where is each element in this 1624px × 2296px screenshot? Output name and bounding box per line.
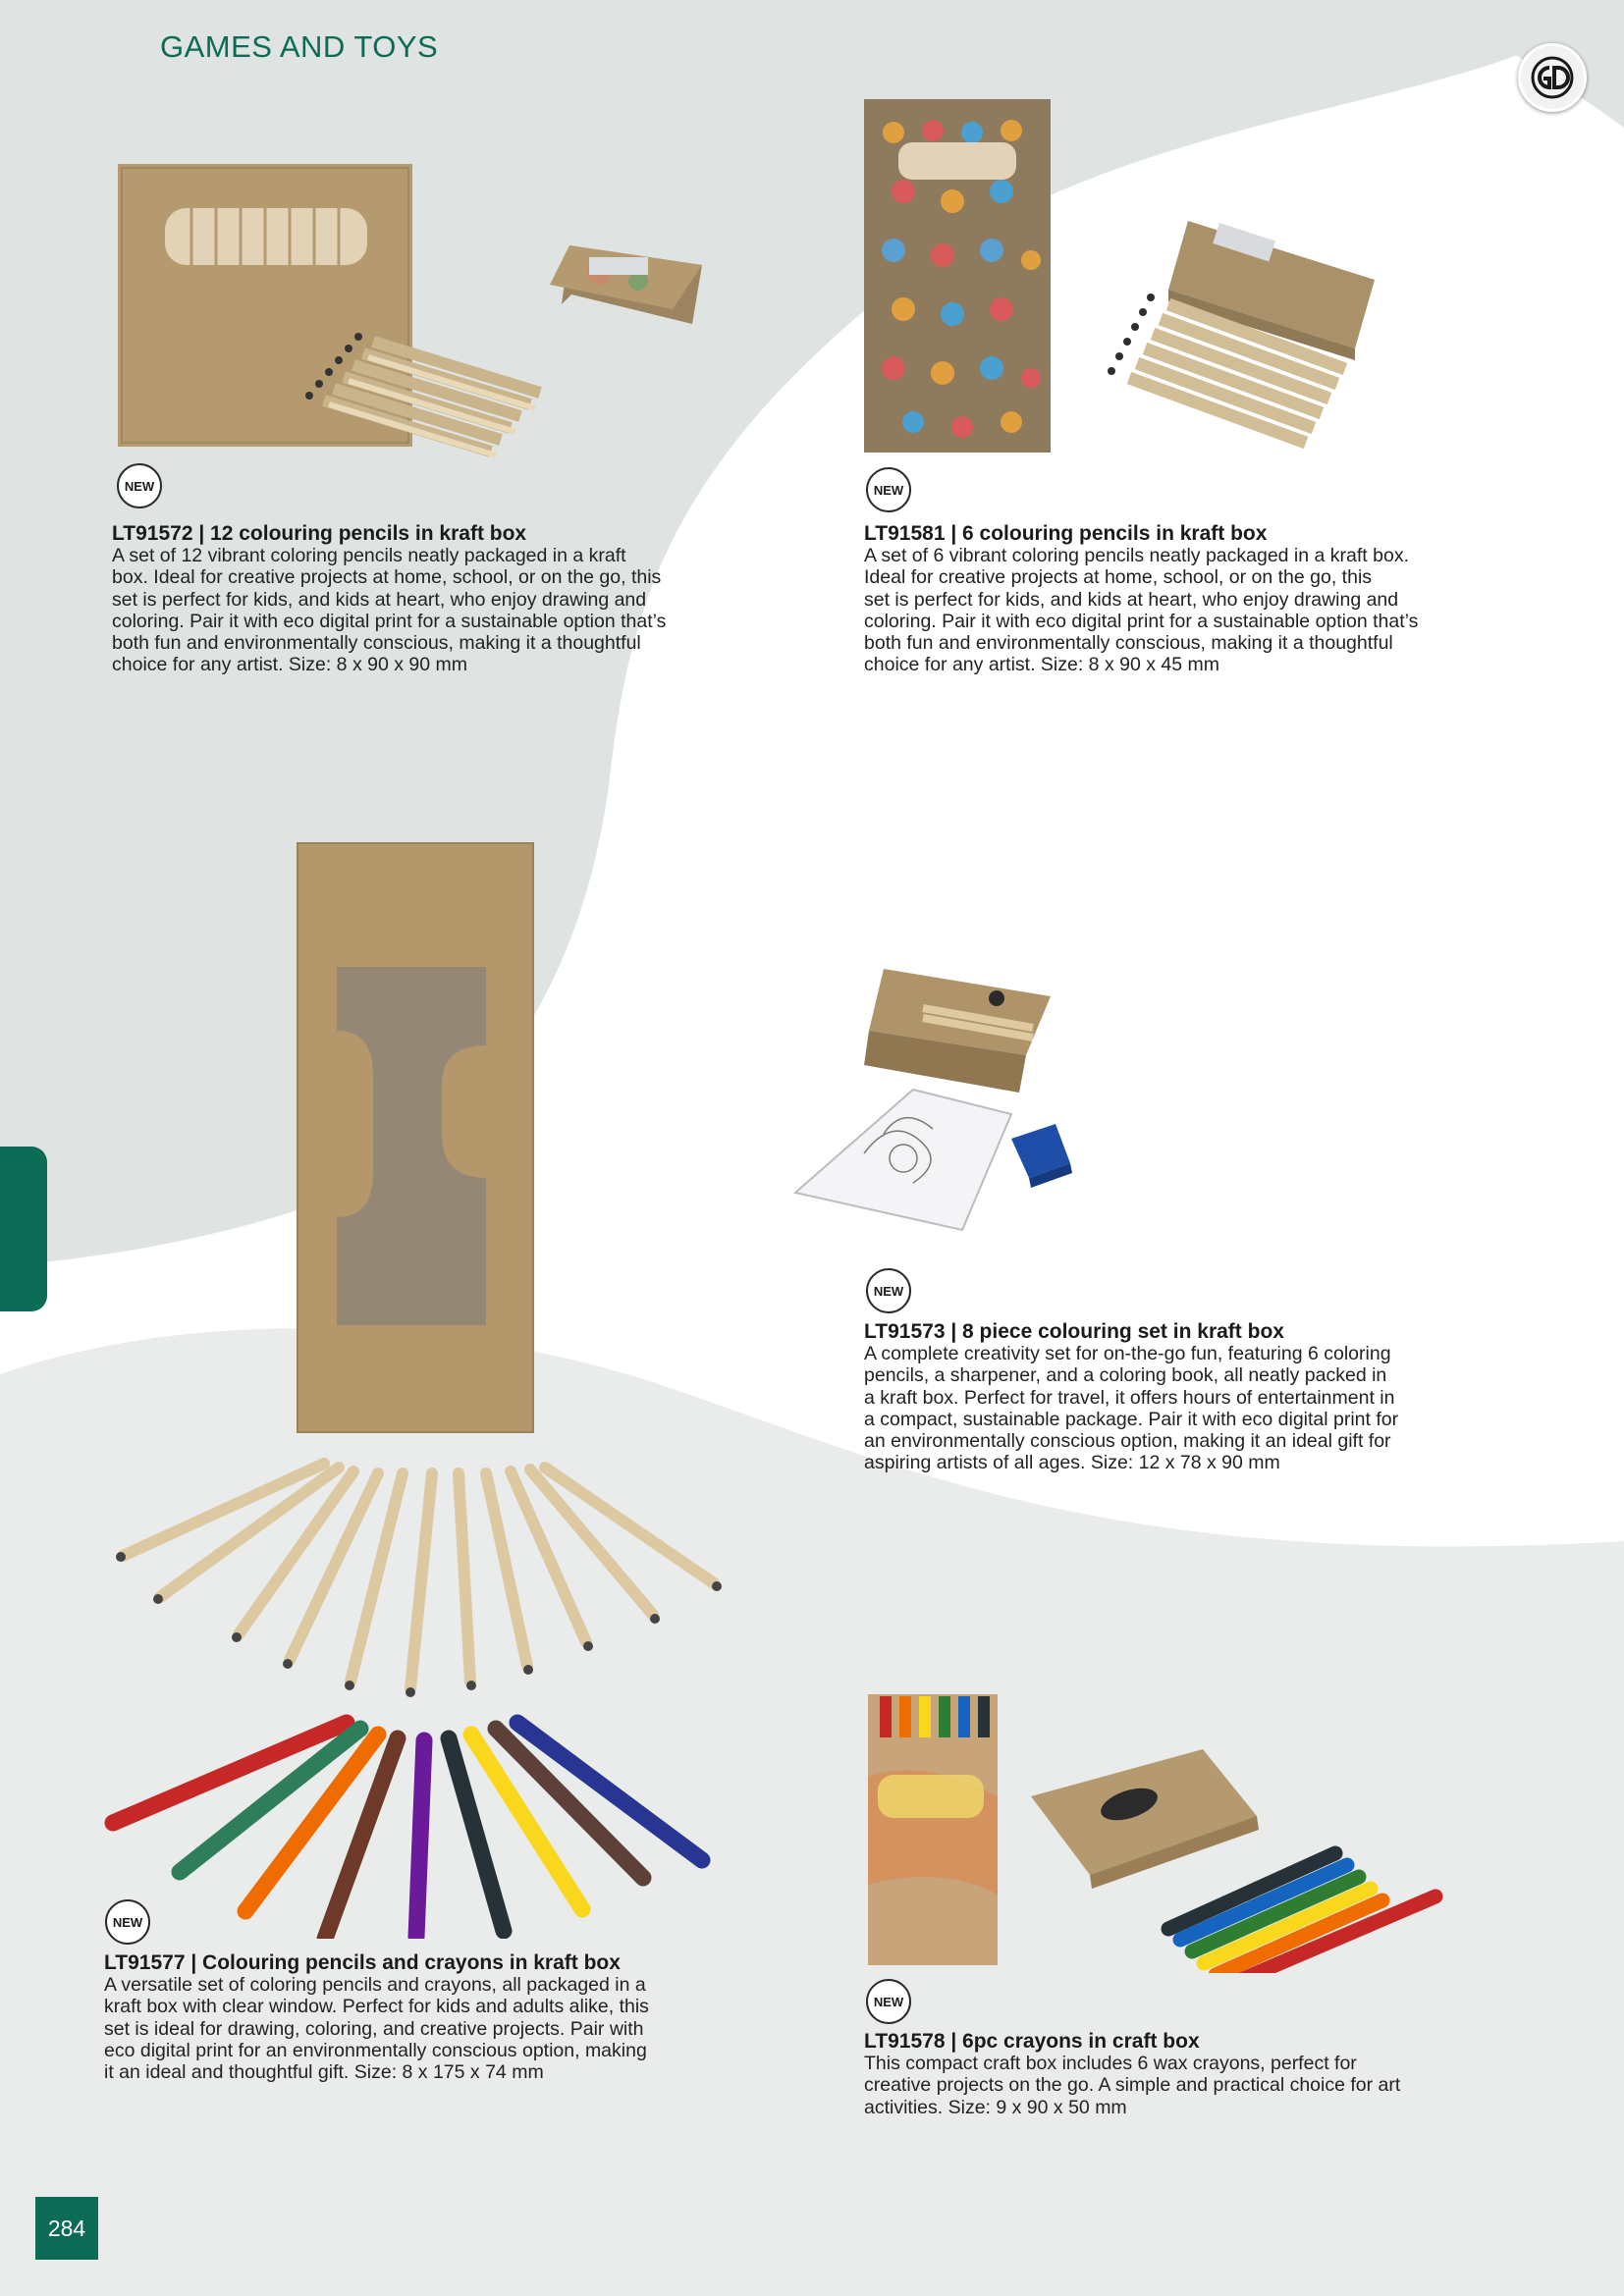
description-line: A set of 6 vibrant coloring pencils neatly packaged in a kraft box. xyxy=(864,545,1409,566)
description-line: coloring. Pair it with eco digital print for a sustainable option that’s xyxy=(864,610,1419,632)
description-line: This compact craft box includes 6 wax crayons, perfect for xyxy=(864,2053,1357,2074)
chapter-side-tab xyxy=(0,1147,47,1311)
product-image-lt91577 xyxy=(93,839,741,1939)
gd-logo-icon xyxy=(1529,54,1576,101)
product-block-lt91573 xyxy=(864,1320,1398,1474)
description-line: coloring. Pair it with eco digital print for a sustainable option that’s xyxy=(112,610,667,632)
product-image-lt91581 xyxy=(854,93,1404,515)
product-description xyxy=(864,545,1418,676)
product-description xyxy=(112,545,666,676)
description-line: it an ideal and thoughtful gift. Size: 8 x 175 x 74 mm xyxy=(104,2061,544,2084)
description-line: A set of 12 vibrant coloring pencils neatly packaged in a kraft xyxy=(112,545,626,566)
description-line: set is perfect for kids, and kids at heart, who enjoy drawing and xyxy=(112,588,647,611)
description-line: choice for any artist. Size: 8 x 90 x 90 mm xyxy=(112,654,467,676)
description-line: activities. Size: 9 x 90 x 50 mm xyxy=(864,2096,1127,2118)
product-description xyxy=(864,1343,1398,1474)
description-line: box. Ideal for creative projects at home, school, or on the go, this xyxy=(112,566,662,589)
new-badge: NEW xyxy=(866,1268,911,1313)
product-title: LT91577 | Colouring pencils and crayons in kraft box xyxy=(104,1951,621,1974)
description-line: A complete creativity set for on-the-go fun, featuring 6 coloring xyxy=(864,1343,1391,1364)
product-title: LT91573 | 8 piece colouring set in kraft box xyxy=(864,1320,1284,1343)
description-line: set is ideal for drawing, coloring, and creative projects. Pair with xyxy=(104,2017,644,2040)
product-title: LT91578 | 6pc crayons in craft box xyxy=(864,2030,1200,2053)
description-line: kraft box with clear window. Perfect for kids and adults alike, this xyxy=(104,1996,649,2018)
product-title: LT91572 | 12 colouring pencils in kraft box xyxy=(112,522,527,545)
description-line: A versatile set of coloring pencils and crayons, all packaged in a xyxy=(104,1974,646,1996)
product-block-lt91578 xyxy=(864,2030,1400,2118)
product-block-lt91581 xyxy=(864,522,1418,676)
product-description xyxy=(104,1974,649,2083)
new-badge: NEW xyxy=(866,1979,911,2024)
product-description xyxy=(864,2053,1400,2118)
brand-logo xyxy=(1518,43,1587,112)
description-line: both fun and environmentally conscious, making it a thoughtful xyxy=(864,632,1393,655)
description-line: both fun and environmentally conscious, making it a thoughtful xyxy=(112,632,641,655)
description-line: eco digital print for an environmentally conscious option, making xyxy=(104,2039,647,2061)
product-image-lt91573 xyxy=(776,957,1168,1242)
product-image-lt91572 xyxy=(108,157,717,510)
description-line: pencils, a sharpener, and a coloring book, all neatly packed in xyxy=(864,1364,1387,1387)
description-line: creative projects on the go. A simple and practical choice for art xyxy=(864,2074,1401,2097)
description-line: choice for any artist. Size: 8 x 90 x 45 mm xyxy=(864,654,1219,676)
description-line: an environmentally conscious option, making it an ideal gift for xyxy=(864,1430,1391,1453)
description-line: set is perfect for kids, and kids at heart, who enjoy drawing and xyxy=(864,588,1399,611)
product-block-lt91577 xyxy=(104,1951,649,2083)
description-line: Ideal for creative projects at home, school, or on the go, this xyxy=(864,566,1373,589)
description-line: a kraft box. Perfect for travel, it offers hours of entertainment in xyxy=(864,1386,1395,1409)
new-badge: NEW xyxy=(105,1899,150,1945)
product-block-lt91572 xyxy=(112,522,666,676)
section-title: GAMES AND TOYS xyxy=(160,29,439,64)
new-badge: NEW xyxy=(117,463,162,508)
description-line: aspiring artists of all ages. Size: 12 x 78 x 90 mm xyxy=(864,1452,1280,1474)
product-image-lt91578 xyxy=(864,1688,1453,1973)
description-line: a compact, sustainable package. Pair it with eco digital print for xyxy=(864,1408,1399,1430)
product-title: LT91581 | 6 colouring pencils in kraft box xyxy=(864,522,1268,545)
new-badge: NEW xyxy=(866,467,911,512)
page-number: 284 xyxy=(35,2197,98,2260)
